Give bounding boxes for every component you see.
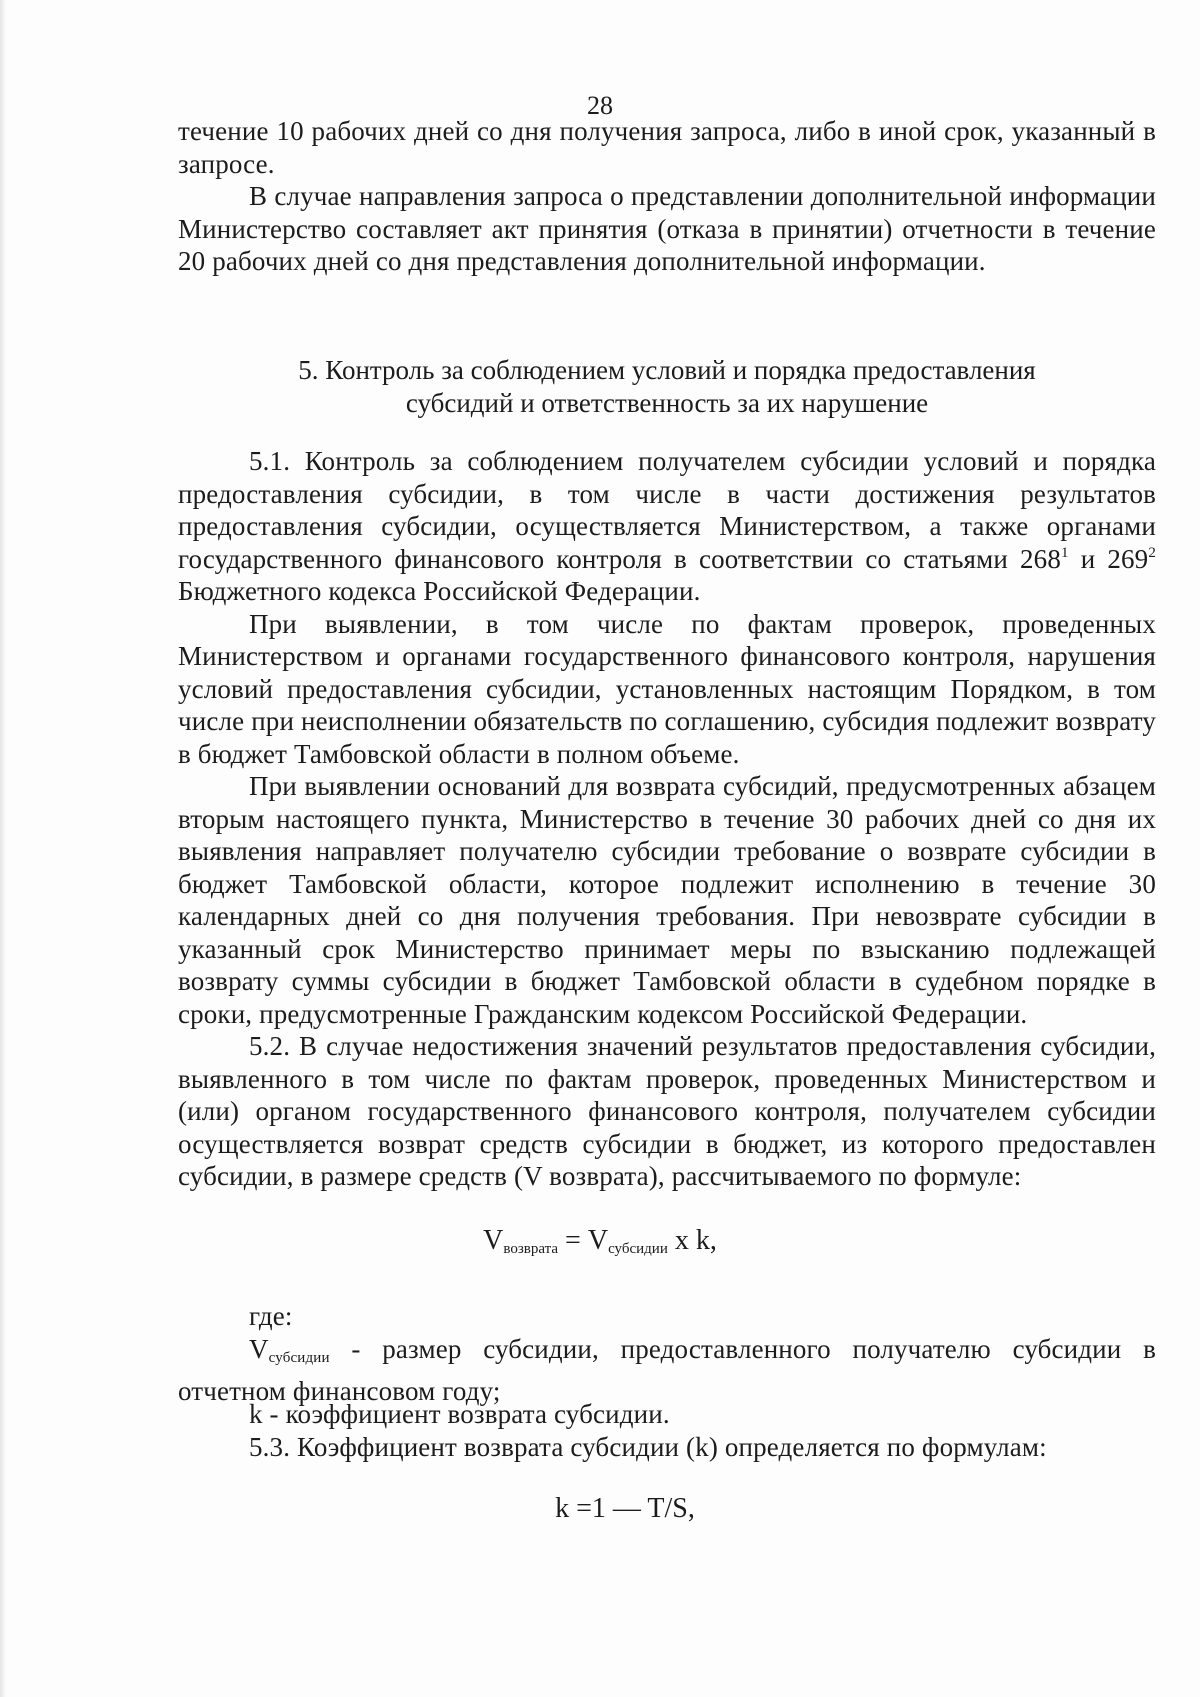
footnote-sup-2: 2 (1148, 544, 1156, 561)
definition-sub-subsidy: субсидии (268, 1350, 330, 1366)
paragraph-5-1-end: Бюджетного кодекса Российской Федерации. (178, 576, 701, 606)
text-block-section-5 (178, 445, 1156, 1193)
where-label: где: (249, 1301, 293, 1331)
definition-k: k - коэффициент возврата субсидии. (249, 1399, 670, 1429)
section-heading (178, 354, 1156, 419)
paragraph-violation: При выявлении, в том числе по фактам проверок, проведенных Министерством и органами государственного финансового контроля, нарушения условий предоставления субсидии, установленных настоящим Порядком, в том числе при неисполнении обязательств по соглашению, субсидия подлежит возврату в бюджет Тамбовской области в полном объеме. (178, 608, 1156, 769)
footnote-sup-1: 1 (1060, 544, 1069, 561)
formula-sub-return: возврата (503, 1241, 559, 1257)
definition-v-subsidy: Vсубсидии - размер субсидии, предоставленного получателю субсидии в отчетном финансовом году; (178, 1334, 1156, 1406)
paragraph-additional-info: В случае направления запроса о представлении дополнительной информации Министерство составляет акт принятия (отказа в принятии) отчетности в течение 20 рабочих дней со дня представления дополнительной информации. (178, 181, 1156, 276)
text-block-top (178, 115, 1156, 278)
paragraph-5-1-mid: и 269 (1068, 543, 1149, 574)
formula-sub-subsidy: субсидии (608, 1241, 668, 1257)
paragraph-5-1-text: 5.1. Контроль за соблюдением получателем субсидии условий и порядка предоставления субсидии, в том числе в части достижения результатов предоставления субсидии, осуществляется Министерством, а также органами государственного финансового контроля в соответствии со статьями 268 (178, 446, 1156, 574)
paragraph-5-3: 5.3. Коэффициент возврата субсидии (k) определяется по формулам: (249, 1432, 1047, 1462)
paragraph-5-2: 5.2. В случае недостижения значений результатов предоставления субсидии, выявленного в том числе по фактам проверок, проведенных Министерством и (или) органом государственного финансового контроля, получателем субсидии осуществляется возврат средств субсидии в бюджет, из которого предоставлен субсидии, в размере средств (V возврата), рассчитываемого по формуле: (178, 1031, 1156, 1191)
paragraph-5-1 (178, 445, 1156, 608)
section-heading-line-2: субсидий и ответственность за их нарушение (405, 387, 929, 418)
paragraph-return-grounds: При выявлении оснований для возврата субсидий, предусмотренных абзацем вторым настоящего пункта, Министерство в течение 30 рабочих дней со дня их выявления направляет получателю субсидии требование о возврате субсидии в бюджет Тамбовской области, которое подлежит исполнению в течение 30 календарных дней со дня получения требования. При невозврате субсидии в указанный срок Министерство принимает меры по взысканию подлежащей возврату суммы субсидии в бюджет Тамбовской области в судебном порядке в сроки, предусмотренные Гражданским кодексом Российской Федерации. (178, 771, 1156, 1029)
section-heading-line-1: 5. Контроль за соблюдением условий и порядка предоставления (298, 355, 1036, 385)
formula-coefficient: k =1 — T/S, (555, 1493, 695, 1524)
paragraph-term-continuation: течение 10 рабочих дней со дня получения запроса, либо в иной срок, указанный в запросе. (178, 116, 1156, 179)
formula-return-volume: $V_{возврата} = V_{субсидии}$ x k, (483, 1225, 717, 1257)
page-number: 28 (587, 91, 613, 120)
scan-edge-shadow (0, 0, 6, 1697)
